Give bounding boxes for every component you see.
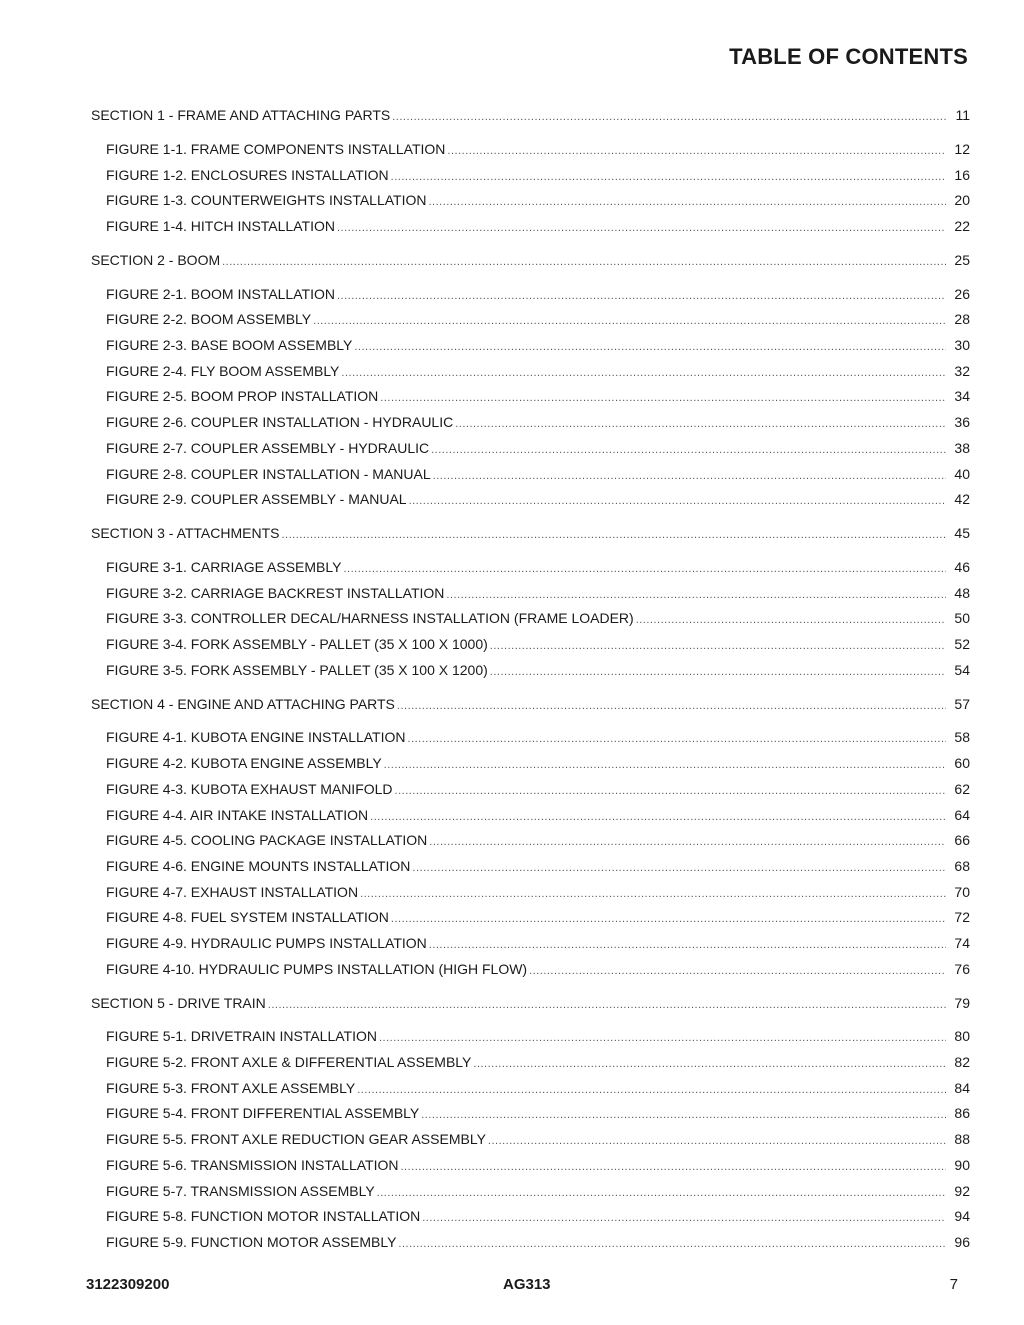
toc-figure-entry[interactable] [0,1204,1024,1230]
dot-leader [380,384,946,412]
toc-entry-label: SECTION 5 - DRIVE TRAIN [91,994,266,1011]
toc-entry-label: FIGURE 3-1. CARRIAGE ASSEMBLY [106,558,342,575]
toc-entry-label: FIGURE 1-4. HITCH INSTALLATION [106,217,335,234]
dot-leader [421,1101,946,1129]
toc-entry-label: FIGURE 5-9. FUNCTION MOTOR ASSEMBLY [106,1233,397,1250]
toc-entry-page: 46 [954,558,970,575]
toc-figure-entry[interactable] [0,410,1024,436]
toc-figure-entry[interactable] [0,606,1024,632]
toc-entry-page: 82 [954,1054,970,1071]
toc-figure-entry[interactable] [0,1024,1024,1050]
toc-entry-label: FIGURE 4-8. FUEL SYSTEM INSTALLATION [106,909,389,926]
toc-entry-label: SECTION 4 - ENGINE AND ATTACHING PARTS [91,695,395,712]
toc-figure-entry[interactable] [0,828,1024,854]
dot-leader [490,632,946,660]
toc-figure-entry[interactable] [0,163,1024,189]
toc-figure-entry[interactable] [0,1153,1024,1179]
toc-entry-page: 74 [954,934,970,951]
toc-entry-page: 26 [954,285,970,302]
toc-entry-page: 22 [954,217,970,234]
toc-entry-label: FIGURE 4-9. HYDRAULIC PUMPS INSTALLATION [106,934,427,951]
toc-entry-label: FIGURE 2-8. COUPLER INSTALLATION - MANUAL [106,465,431,482]
toc-figure-entry[interactable] [0,307,1024,333]
dot-leader [370,803,946,831]
toc-entry-label: FIGURE 2-9. COUPLER ASSEMBLY - MANUAL [106,491,407,508]
toc-entry-page: 96 [954,1233,970,1250]
dot-leader [398,1230,946,1258]
toc-entry-label: FIGURE 4-6. ENGINE MOUNTS INSTALLATION [106,857,411,874]
toc-entry-label: FIGURE 2-4. FLY BOOM ASSEMBLY [106,362,340,379]
dot-leader [422,1204,946,1232]
toc-entry-label: FIGURE 2-1. BOOM INSTALLATION [106,285,335,302]
toc-figure-entry[interactable] [0,854,1024,880]
toc-entry-label: FIGURE 5-2. FRONT AXLE & DIFFERENTIAL ASSEMBLY [106,1054,472,1071]
dot-leader [412,854,946,882]
toc-figure-entry[interactable] [0,384,1024,410]
toc-entry-page: 50 [954,610,970,627]
toc-figure-entry[interactable] [0,1179,1024,1205]
dot-leader [447,137,946,165]
toc-entry-label: FIGURE 5-1. DRIVETRAIN INSTALLATION [106,1028,377,1045]
toc-entry-label: SECTION 3 - ATTACHMENTS [91,525,280,542]
dot-leader [636,606,946,634]
dot-leader [377,1179,946,1207]
dot-leader [409,487,946,515]
toc-figure-entry[interactable] [0,487,1024,513]
toc-entry-label: FIGURE 3-3. CONTROLLER DECAL/HARNESS INSTALLATION (FRAME LOADER) [106,610,634,627]
toc-figure-entry[interactable] [0,188,1024,214]
page-footer [0,1276,1024,1296]
dot-leader [282,521,947,549]
toc-section-entry[interactable] [0,248,1024,274]
toc-entry-label: FIGURE 3-5. FORK ASSEMBLY - PALLET (35 X 100 X 1200) [106,661,488,678]
toc-entry-page: 72 [954,909,970,926]
toc-entry-page: 79 [954,994,970,1011]
dot-leader [354,333,946,361]
dot-leader [429,931,946,959]
page-number: 7 [949,1276,958,1293]
toc-figure-entry[interactable] [0,931,1024,957]
toc-entry-page: 40 [954,465,970,482]
toc-entry-page: 20 [954,192,970,209]
toc-section-entry[interactable] [0,692,1024,718]
toc-entry-page: 48 [954,584,970,601]
dot-leader [428,188,946,216]
toc-entry-label: FIGURE 2-7. COUPLER ASSEMBLY - HYDRAULIC [106,439,430,456]
toc-entry-label: FIGURE 5-5. FRONT AXLE REDUCTION GEAR ASSEMBLY [106,1131,486,1148]
toc-figure-entry[interactable] [0,777,1024,803]
toc-figure-entry[interactable] [0,436,1024,462]
toc-entry-label: SECTION 2 - BOOM [91,251,221,268]
toc-entry-label: FIGURE 1-3. COUNTERWEIGHTS INSTALLATION [106,192,427,209]
table-of-contents [0,103,1024,1256]
toc-entry-label: FIGURE 4-7. EXHAUST INSTALLATION [106,883,359,900]
toc-entry-page: 25 [954,251,970,268]
toc-figure-entry[interactable] [0,725,1024,751]
toc-section-entry[interactable] [0,521,1024,547]
dot-leader [360,880,946,908]
dot-leader [408,725,946,753]
dot-leader [488,1127,946,1155]
toc-entry-page: 86 [954,1105,970,1122]
toc-entry-page: 90 [954,1156,970,1173]
toc-entry-label: SECTION 1 - FRAME AND ATTACHING PARTS [91,107,391,123]
toc-entry-label: FIGURE 2-6. COUPLER INSTALLATION - HYDRAULIC [106,414,454,431]
toc-section-entry[interactable] [0,991,1024,1017]
toc-entry-page: 57 [954,695,970,712]
dot-leader [529,957,946,985]
toc-entry-page: 92 [954,1182,970,1199]
toc-entry-label: FIGURE 1-2. ENCLOSURES INSTALLATION [106,166,389,183]
toc-figure-entry[interactable] [0,462,1024,488]
dot-leader [401,1153,947,1181]
dot-leader [313,307,946,335]
toc-entry-label: FIGURE 5-6. TRANSMISSION INSTALLATION [106,1156,399,1173]
toc-entry-page: 28 [954,311,970,328]
dot-leader [222,248,946,276]
toc-figure-entry[interactable] [0,214,1024,240]
page-title: TABLE OF CONTENTS [729,44,968,69]
toc-figure-entry[interactable] [0,658,1024,684]
dot-leader [391,905,946,933]
dot-leader [397,692,946,720]
toc-section-entry[interactable] [0,103,1024,129]
toc-figure-entry[interactable] [0,581,1024,607]
dot-leader [343,555,946,583]
toc-figure-entry[interactable] [0,751,1024,777]
dot-leader [341,359,946,387]
toc-figure-entry[interactable] [0,803,1024,829]
toc-entry-label: FIGURE 2-2. BOOM ASSEMBLY [106,311,312,328]
dot-leader [337,214,946,242]
toc-entry-page: 32 [954,362,970,379]
dot-leader [429,828,946,856]
toc-entry-label: FIGURE 3-2. CARRIAGE BACKREST INSTALLATION [106,584,445,601]
toc-entry-page: 76 [954,960,970,977]
toc-figure-entry[interactable] [0,1076,1024,1102]
toc-entry-page: 66 [954,832,970,849]
toc-entry-page: 42 [954,491,970,508]
toc-entry-label: FIGURE 2-5. BOOM PROP INSTALLATION [106,388,379,405]
toc-entry-label: FIGURE 4-4. AIR INTAKE INSTALLATION [106,806,369,823]
dot-leader [455,410,946,438]
dot-leader [395,777,946,805]
toc-figure-entry[interactable] [0,137,1024,163]
toc-figure-entry[interactable] [0,632,1024,658]
dot-leader [391,163,946,191]
toc-figure-entry[interactable] [0,957,1024,983]
toc-entry-page: 38 [954,439,970,456]
toc-entry-label: FIGURE 3-4. FORK ASSEMBLY - PALLET (35 X 100 X 1000) [106,636,488,652]
dot-leader [490,658,946,686]
toc-entry-page: 45 [954,525,970,542]
dot-leader [446,581,946,609]
toc-figure-entry[interactable] [0,1127,1024,1153]
toc-entry-page: 60 [954,755,970,772]
toc-entry-page: 70 [954,883,970,900]
toc-entry-page: 16 [954,166,970,183]
toc-entry-page: 58 [954,729,970,746]
dot-leader [268,991,946,1019]
toc-entry-label: FIGURE 4-3. KUBOTA EXHAUST MANIFOLD [106,780,393,797]
toc-figure-entry[interactable] [0,555,1024,581]
dot-leader [384,751,946,779]
toc-entry-label: FIGURE 4-5. COOLING PACKAGE INSTALLATION [106,832,428,849]
dot-leader [392,103,946,131]
document-number: 3122309200 [86,1276,170,1293]
toc-figure-entry[interactable] [0,1230,1024,1256]
toc-entry-label: FIGURE 5-3. FRONT AXLE ASSEMBLY [106,1079,356,1096]
toc-entry-label: FIGURE 1-1. FRAME COMPONENTS INSTALLATION [106,140,446,157]
toc-figure-entry[interactable] [0,359,1024,385]
toc-entry-page: 80 [954,1028,970,1045]
dot-leader [473,1050,946,1078]
toc-entry-page: 88 [954,1131,970,1148]
toc-entry-page: 84 [954,1079,970,1096]
toc-figure-entry[interactable] [0,282,1024,308]
toc-entry-page: 34 [954,388,970,405]
model-name: AG313 [503,1276,551,1293]
toc-entry-page: 94 [954,1208,970,1225]
toc-entry-label: FIGURE 4-1. KUBOTA ENGINE INSTALLATION [106,729,406,746]
toc-entry-page: 12 [954,140,970,157]
toc-entry-page: 52 [954,636,970,652]
dot-leader [337,282,946,310]
toc-entry-page: 30 [954,337,970,354]
toc-figure-entry[interactable] [0,333,1024,359]
toc-entry-label: FIGURE 4-2. KUBOTA ENGINE ASSEMBLY [106,755,382,772]
toc-entry-page: 54 [954,661,970,678]
toc-entry-page: 36 [954,414,970,431]
toc-figure-entry[interactable] [0,1101,1024,1127]
toc-entry-label: FIGURE 4-10. HYDRAULIC PUMPS INSTALLATION (HIGH FLOW) [106,960,528,977]
toc-entry-label: FIGURE 5-4. FRONT DIFFERENTIAL ASSEMBLY [106,1105,420,1122]
dot-leader [431,436,946,464]
toc-figure-entry[interactable] [0,1050,1024,1076]
toc-entry-page: 68 [954,857,970,874]
toc-entry-page: 11 [955,107,970,123]
toc-entry-label: FIGURE 2-3. BASE BOOM ASSEMBLY [106,337,353,354]
toc-entry-label: FIGURE 5-7. TRANSMISSION ASSEMBLY [106,1182,375,1199]
toc-figure-entry[interactable] [0,880,1024,906]
toc-entry-label: FIGURE 5-8. FUNCTION MOTOR INSTALLATION [106,1208,421,1225]
dot-leader [357,1076,946,1104]
toc-entry-page: 64 [954,806,970,823]
dot-leader [433,462,946,490]
toc-figure-entry[interactable] [0,905,1024,931]
dot-leader [379,1024,946,1052]
toc-entry-page: 62 [954,780,970,797]
